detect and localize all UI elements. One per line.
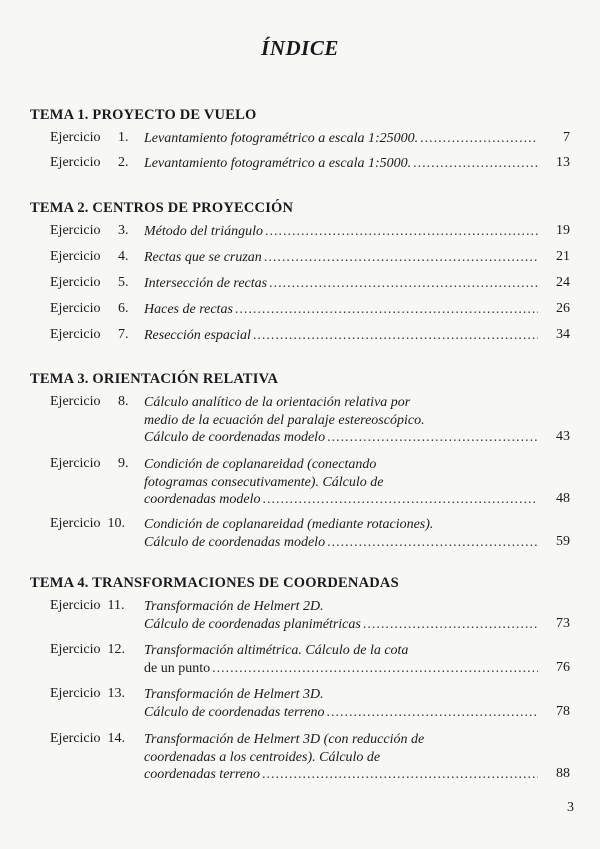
entry-title: Método del triángulo (144, 224, 263, 239)
leader-dots (235, 301, 538, 319)
entry-title-line: Cálculo de coordenadas terreno (144, 704, 325, 720)
leader-dots (253, 327, 538, 345)
entry-title-line: Cálculo de coordenadas modelo (144, 534, 326, 550)
leader-dots (262, 766, 538, 784)
page-reference: 7 (563, 130, 570, 145)
entry-title-line: Transformación de Helmert 2D. (144, 599, 324, 614)
section-heading: TEMA 4. TRANSFORMACIONES DE COORDENADAS (30, 575, 399, 591)
section-heading: TEMA 2. CENTROS DE PROYECCIÓN (30, 200, 294, 216)
page-title: ÍNDICE (261, 36, 339, 60)
leader-dots (212, 660, 538, 678)
entry-title-line: Transformación de Helmert 3D (con reducción de (144, 732, 425, 747)
entry-label: Ejercicio 13. (50, 686, 126, 701)
leader-dots (420, 130, 538, 148)
entry-label: Ejercicio 2. (50, 155, 129, 170)
page-reference: 21 (556, 249, 570, 264)
entry-label: Ejercicio 14. (50, 731, 126, 746)
leader-dots (363, 616, 538, 634)
entry-title-line: coordenadas terreno (144, 767, 260, 782)
entry-title-line: Cálculo de coordenadas planimétricas (144, 616, 361, 632)
entry-title: Levantamiento fotogramétrico a escala 1:5000. (144, 156, 412, 171)
leader-dots (327, 534, 538, 552)
entry-title-line: Transformación de Helmert 3D. (144, 687, 324, 702)
page-reference: 73 (556, 616, 570, 631)
entry-label: Ejercicio 6. (50, 301, 129, 316)
entry-title-line: de un punto (144, 660, 211, 676)
page-reference: 59 (556, 534, 570, 549)
entry-label: Ejercicio 10. (50, 516, 126, 531)
leader-dots (327, 704, 538, 722)
entry-title: Intersección de rectas (144, 276, 268, 291)
entry-title-line: coordenadas modelo (144, 492, 261, 507)
page-reference: 34 (556, 327, 570, 342)
page-reference: 76 (556, 660, 570, 675)
entry-title-line: Cálculo de coordenadas modelo (144, 430, 326, 445)
page-reference: 24 (556, 275, 570, 290)
page-reference: 19 (556, 223, 570, 238)
leader-dots (265, 223, 538, 241)
page-reference: 26 (556, 301, 570, 316)
entry-title-line: coordenadas a los centroides). Cálculo de (144, 749, 381, 765)
entry-label: Ejercicio 3. (50, 223, 129, 238)
entry-label: Ejercicio 9. (50, 456, 129, 471)
leader-dots (413, 155, 538, 173)
entry-title: Rectas que se cruzan (144, 250, 262, 265)
entry-label: Ejercicio 11. (50, 598, 125, 613)
entry-label: Ejercicio 7. (50, 327, 129, 342)
entry-title: Levantamiento fotogramétrico a escala 1:25000. (144, 131, 419, 146)
page-number: 3 (567, 800, 574, 815)
page-reference: 43 (556, 429, 570, 444)
section-heading: TEMA 3. ORIENTACIÓN RELATIVA (30, 371, 279, 387)
entry-label: Ejercicio 8. (50, 394, 129, 409)
entry-label: Ejercicio 12. (50, 642, 126, 657)
section-heading: TEMA 1. PROYECTO DE VUELO (30, 107, 257, 123)
entry-title-line: fotogramas consecutivamente). Cálculo de (144, 474, 384, 490)
leader-dots (327, 429, 538, 447)
page-reference: 78 (556, 704, 570, 719)
page-reference: 48 (556, 491, 570, 506)
entry-title: Haces de rectas (144, 302, 233, 317)
leader-dots (263, 491, 538, 509)
entry-title-line: medio de la ecuación del paralaje estereoscópico. (144, 412, 425, 428)
entry-label: Ejercicio 1. (50, 130, 129, 145)
entry-label: Ejercicio 4. (50, 249, 129, 264)
leader-dots (264, 249, 538, 267)
leader-dots (269, 275, 538, 293)
page-reference: 88 (556, 766, 570, 781)
entry-title-line: Condición de coplanareidad (mediante rotaciones). (144, 517, 434, 532)
entry-title-line: Cálculo analítico de la orientación relativa por (144, 395, 411, 410)
entry-title-line: Condición de coplanareidad (conectando (144, 457, 377, 472)
entry-label: Ejercicio 5. (50, 275, 129, 290)
entry-title-line: Transformación altimétrica. Cálculo de la cota (144, 643, 409, 658)
page-reference: 13 (556, 155, 570, 170)
entry-title: Resección espacial (144, 328, 251, 343)
